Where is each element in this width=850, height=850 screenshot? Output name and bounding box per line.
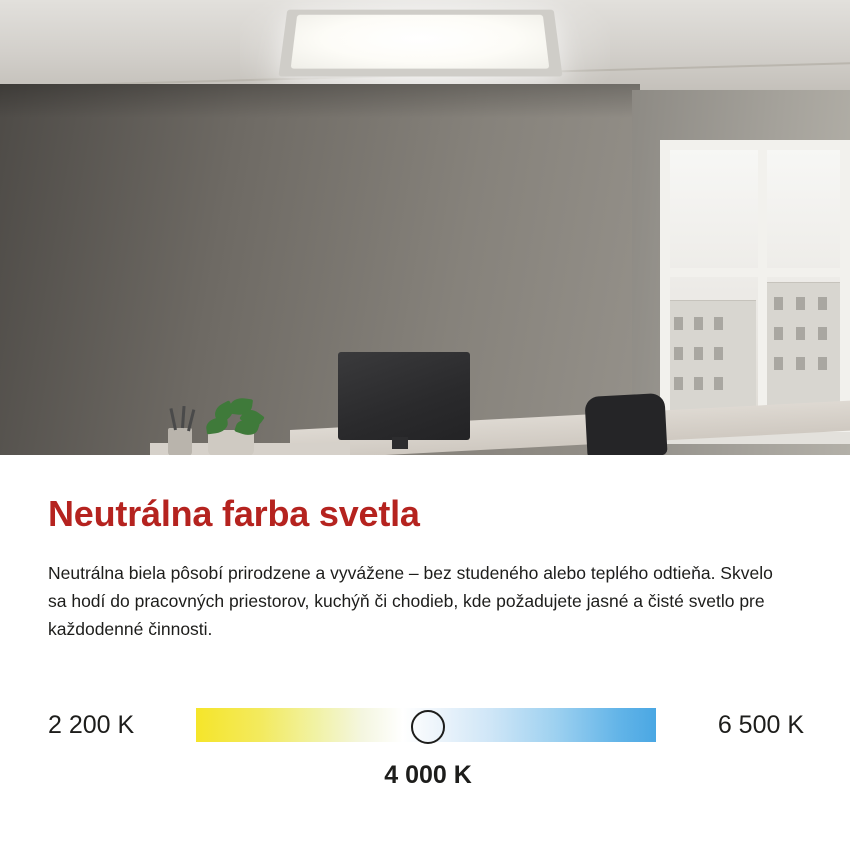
monitor xyxy=(338,352,470,440)
page-title: Neutrálna farba svetla xyxy=(48,493,420,535)
current-temperature-label: 4 000 K xyxy=(384,761,472,789)
scale-min-label: 2 200 K xyxy=(48,710,135,739)
window-mullion-vertical xyxy=(758,150,767,430)
window-mullion-horizontal xyxy=(670,268,840,277)
left-wall xyxy=(0,84,640,455)
description-text: Neutrálna biela pôsobí prirodzene a vyvážene – bez studeného alebo teplého odtieňa. Skvelo sa hodí do pracovných priestorov, kuchýň či chodieb, kde požadujete jasné a čisté svetlo pre každodenné činnosti. xyxy=(48,562,773,639)
scale-max-label: 6 500 K xyxy=(717,710,804,739)
temperature-gradient xyxy=(196,708,656,742)
building-left xyxy=(670,300,756,421)
color-temperature-scale xyxy=(48,703,804,747)
office-chair xyxy=(584,393,667,455)
window xyxy=(660,140,850,440)
window-view xyxy=(670,150,840,430)
building-right xyxy=(762,282,840,421)
pen-cup xyxy=(168,428,192,455)
text-section xyxy=(0,455,850,850)
led-panel-light xyxy=(291,15,550,69)
temperature-marker xyxy=(411,710,445,744)
monitor-stand xyxy=(392,437,408,449)
